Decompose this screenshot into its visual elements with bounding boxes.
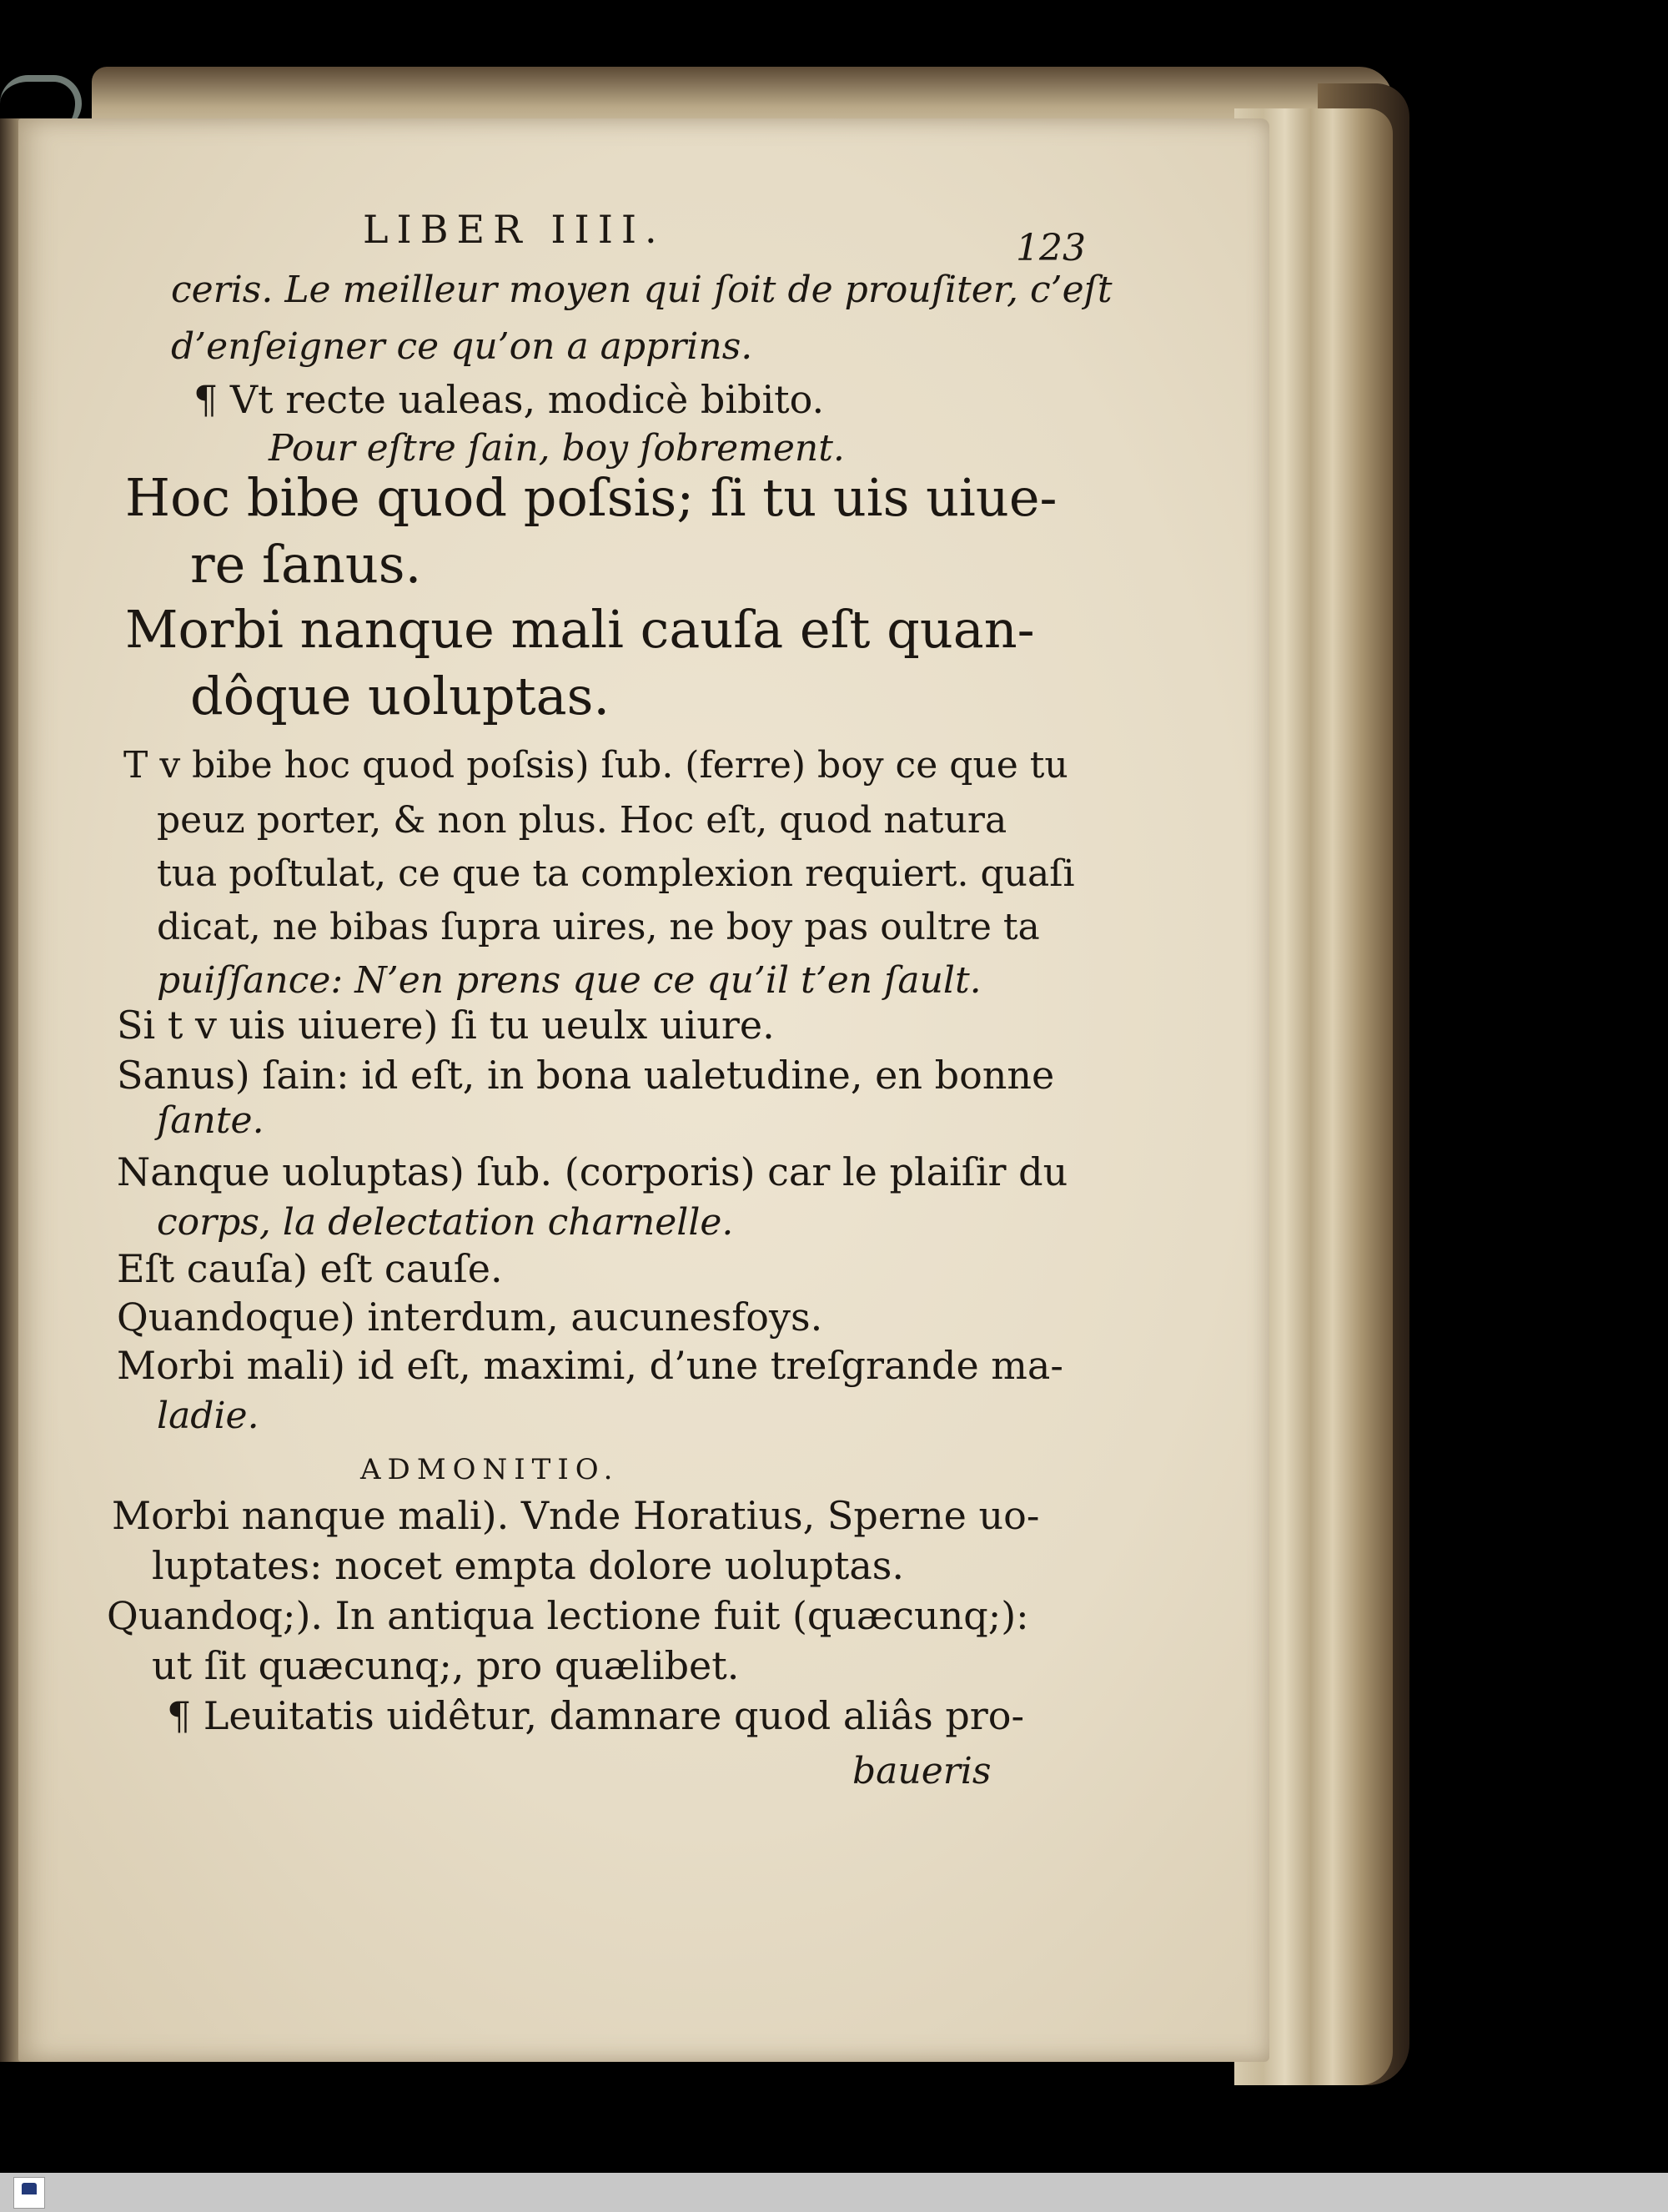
text-line: dicat, ne bibas ſupra uires, ne boy pas oultre ta [157,906,1040,948]
page-number: 123 [1016,227,1086,269]
text-line: ¶ Leuitatis uidêtur, damnare quod aliâs pro- [167,1693,1025,1738]
text-line: Eſt cauſa) eſt cauſe. [117,1246,503,1291]
text-line: ¶ Vt recte ualeas, modicè bibito. [193,377,825,422]
text-line: tua poſtulat, ce que ta complexion requiert. quaſi [157,852,1075,895]
text-line: Morbi mali) id eſt, maximi, d’une treſgrande ma- [117,1343,1063,1388]
text-line: Nanque uoluptas) ſub. (corporis) car le plaiſir du [117,1149,1068,1194]
verse-line: re ſanus. [190,534,422,595]
text-line: ladie. [157,1395,259,1437]
running-header: LIBER IIII. [363,207,666,252]
verse-line: Hoc bibe quod poſsis; ſi tu uis uiue- [125,467,1058,528]
text-line: luptates: nocet empta dolore uoluptas. [152,1543,904,1588]
text-line: Pour eſtre ſain, boy ſobrement. [269,427,845,470]
text-line: T v bibe hoc quod poſsis) ſub. (ferre) boy ce que tu [123,744,1068,787]
library-logo-icon [13,2177,45,2209]
verse-line: dôque uoluptas. [190,666,610,726]
text-line: peuz porter, & non plus. Hoc eſt, quod natura [157,799,1007,842]
text-line: puiſſance: N’en prens que ce qu’il t’en ſault. [157,959,982,1002]
text-line: ſante. [157,1099,264,1142]
text-line: ceris. Le meilleur moyen qui ſoit de prouſiter, c’eſt [171,269,1113,311]
catchword: baueris [852,1750,992,1792]
text-line: Quandoq;). In antiqua lectione fuit (quæcunq;): [107,1593,1029,1638]
section-heading: ADMONITIO. [360,1453,620,1486]
verse-line: Morbi nanque mali cauſa eſt quan- [125,599,1035,660]
text-line: Morbi nanque mali). Vnde Horatius, Sperne uo- [112,1493,1040,1538]
text-line: corps, la delectation charnelle. [157,1201,734,1244]
text-line: d’enſeigner ce qu’on a apprins. [171,325,753,368]
text-line: ut ſit quæcunq;, pro quælibet. [152,1643,740,1688]
text-line: Si t v uis uiuere) ſi tu ueulx uiure. [117,1003,775,1048]
text-line: Quandoque) interdum, aucunesfoys. [117,1295,823,1340]
viewer-bottom-bar [0,2173,1668,2212]
text-line: Sanus) ſain: id eſt, in bona ualetudine, en bonne [117,1053,1055,1098]
